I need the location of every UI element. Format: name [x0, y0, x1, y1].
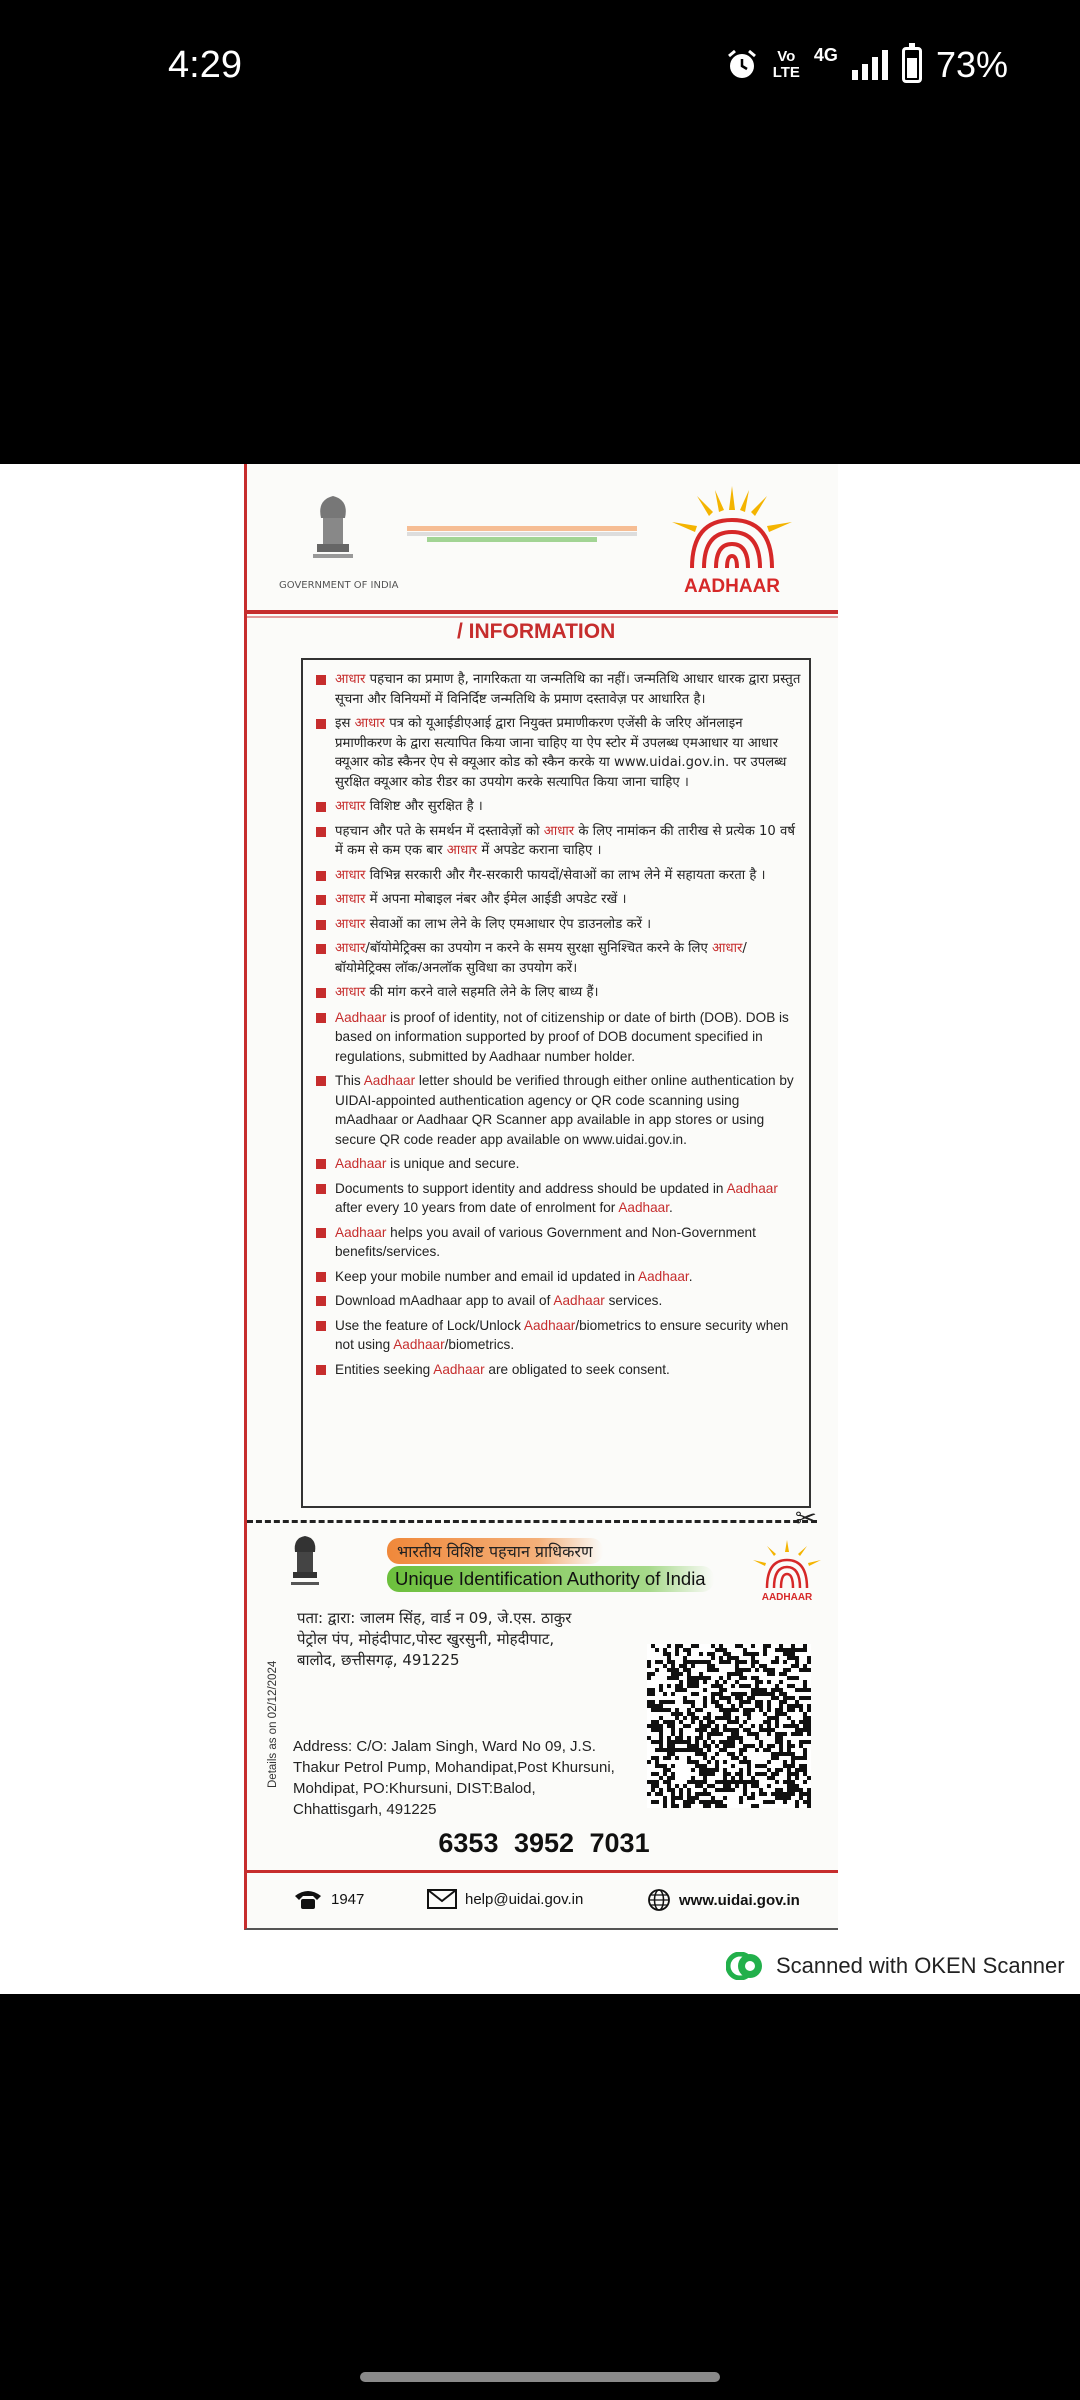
info-text: में अपडेट कराना चाहिए ।	[477, 843, 602, 858]
info-text: पहचान और पते के समर्थन में दस्तावेज़ों को	[335, 823, 544, 839]
info-text: services.	[604, 1293, 663, 1308]
info-text: Keep your mobile number and email id updated in	[335, 1268, 639, 1284]
aadhaar-number: 6353 3952 7031	[438, 1828, 650, 1858]
aadhaar-keyword: आधार	[543, 823, 575, 839]
email-address: help@uidai.gov.in	[465, 1890, 584, 1908]
info-item	[313, 1223, 801, 1262]
info-item	[313, 1179, 801, 1218]
aadhaar-keyword: आधार	[335, 941, 366, 956]
info-text: में अपना मोबाइल नंबर और ईमेल आईडी अपडेट रखें ।	[365, 892, 627, 907]
address-hindi: पता: द्वारा: जालम सिंह, वार्ड न 09, जे.एस. ठाकुर पेट्रोल पंप, मोहंदीपाट,पोस्ट खुरसुनी, मोहदीपाट, बालोद, छत्तीसगढ़, 491225	[297, 1609, 572, 1669]
info-text: सेवाओं का लाभ लेने के लिए एमआधार ऐप डाउनलोड करें ।	[365, 916, 652, 932]
aadhaar-keyword: Aadhaar	[618, 1200, 669, 1215]
footer-website	[647, 1888, 800, 1912]
aadhaar-keyword: Aadhaar	[553, 1293, 605, 1308]
scissors-icon: ✂	[795, 1504, 817, 1534]
info-text: Entities seeking	[335, 1361, 434, 1377]
aadhaar-keyword: Aadhaar	[638, 1268, 689, 1284]
globe-icon	[647, 1888, 671, 1912]
status-bar	[0, 0, 1080, 140]
national-emblem-icon	[307, 488, 359, 568]
info-text: letter should be verified through either online authentication by UIDAI-appointed authentication agency or QR code scanning using mAadhaar or Aadhaar QR Scanner app available in app stores or using secure QR code reader app available on www.uidai.gov.in.	[335, 1073, 794, 1147]
info-text: Use the feature of Lock/Unlock	[335, 1317, 524, 1333]
info-item	[313, 866, 801, 886]
cut-line	[247, 1520, 817, 1523]
status-icons	[725, 44, 1008, 86]
info-text: is unique and secure.	[386, 1156, 520, 1171]
mail-icon	[427, 1888, 457, 1910]
info-item	[313, 1154, 801, 1174]
qr-code	[647, 1644, 811, 1808]
aadhaar-keyword: आधार	[711, 941, 743, 956]
header-divider-shadow	[247, 616, 838, 618]
national-emblem-small-icon	[285, 1530, 325, 1590]
address-english: Address: C/O: Jalam Singh, Ward No 09, J.S. Thakur Petrol Pump, Mohandipat,Post Khursuni, Mohdipat, PO:Khursuni, DIST:Balod, Chhattisgarh, 491225	[293, 1738, 615, 1818]
info-item	[313, 1360, 801, 1380]
info-text: helps you avail of various Government and Non-Government benefits/services.	[335, 1224, 756, 1259]
header-divider	[247, 610, 838, 614]
details-date: Details as on 02/12/2024	[267, 1660, 279, 1788]
info-item	[313, 939, 801, 978]
info-text: /biometrics.	[444, 1337, 515, 1352]
info-item	[313, 1291, 801, 1311]
aadhaar-letter	[244, 464, 838, 1930]
info-text: is proof of identity, not of citizenship or date of birth (DOB). DOB is based on information supported by proof of DOB document specified in regulations, submitted by Aadhaar number holder.	[335, 1009, 789, 1064]
status-time: 4:29	[168, 44, 242, 86]
info-text: इस	[335, 716, 355, 731]
info-text: This	[335, 1073, 364, 1088]
aadhaar-keyword: Aadhaar	[726, 1180, 778, 1196]
info-item	[313, 915, 801, 935]
info-text: /biometrics to ensure security when not using	[335, 1317, 789, 1352]
oken-scanner-logo-icon	[726, 1952, 764, 1980]
info-item	[313, 797, 801, 817]
info-text: Documents to support identity and address should be updated in	[335, 1180, 727, 1196]
info-text: /बॉयोमेट्रिक्स लॉक/अनलॉक सुविधा का उपयोग करें।	[335, 941, 747, 976]
aadhaar-keyword: Aadhaar	[433, 1361, 485, 1377]
info-text: की मांग करने वाले सहमति लेने के लिए बाध्य हैं।	[365, 985, 599, 1000]
info-item	[313, 983, 801, 1003]
aadhaar-keyword: Aadhaar	[335, 1156, 387, 1171]
signal-icon	[852, 50, 888, 80]
footer-divider	[247, 1870, 838, 1873]
government-of-india-label: GOVERNMENT OF INDIA	[279, 580, 399, 591]
scanner-watermark-text: Scanned with OKEN Scanner	[776, 1953, 1065, 1978]
aadhaar-logo-small-icon	[747, 1536, 827, 1604]
aadhaar-keyword: Aadhaar	[335, 1009, 387, 1025]
footer-phone	[293, 1888, 364, 1910]
aadhaar-small-brand-text: AADHAAR	[761, 1592, 813, 1603]
aadhaar-keyword: Aadhaar	[335, 1224, 387, 1240]
info-text: विशिष्ट और सुरक्षित है ।	[365, 799, 483, 814]
phone-number: 1947	[331, 1890, 365, 1908]
info-text: are obligated to seek consent.	[484, 1361, 670, 1377]
network-type-label: 4G	[813, 44, 838, 65]
information-box	[301, 658, 811, 1508]
scanner-watermark	[726, 1952, 1065, 1980]
aadhaar-keyword: आधार	[335, 916, 366, 932]
uidai-english-name: Unique Identification Authority of India	[387, 1566, 714, 1592]
info-item	[313, 890, 801, 910]
aadhaar-keyword: Aadhaar	[393, 1337, 445, 1352]
aadhaar-brand-text: AADHAAR	[683, 576, 781, 597]
info-item	[313, 1316, 801, 1355]
aadhaar-logo-icon	[657, 480, 807, 600]
info-item	[313, 1267, 801, 1287]
info-item	[313, 1071, 801, 1149]
info-text: के लिए नामांकन की तारीख से प्रत्येक 10 वर्ष में कम से कम एक बार	[335, 823, 795, 858]
info-text: Download mAadhaar app to avail of	[335, 1293, 554, 1308]
info-text: .	[688, 1268, 693, 1284]
info-text: /बॉयोमेट्रिक्स का उपयोग न करने के समय सुरक्षा सुनिश्चित करने के लिए	[365, 941, 712, 956]
info-text: after every 10 years from date of enrolment for	[335, 1200, 619, 1215]
battery-percent: 73%	[935, 44, 1008, 85]
uidai-hindi-name: भारतीय विशिष्ट पहचान प्राधिकरण	[387, 1538, 603, 1564]
aadhaar-keyword: आधार	[335, 799, 366, 814]
info-item	[313, 714, 801, 792]
aadhaar-keyword: आधार	[335, 985, 366, 1000]
website-url: www.uidai.gov.in	[679, 1891, 800, 1909]
aadhaar-keyword: Aadhaar	[363, 1073, 416, 1088]
aadhaar-keyword: आधार	[446, 843, 478, 858]
phone-icon	[293, 1888, 323, 1910]
alarm-icon	[725, 48, 759, 82]
aadhaar-keyword: आधार	[335, 892, 366, 907]
info-item	[313, 670, 801, 709]
info-title: / INFORMATION	[457, 620, 616, 643]
volte-icon: Vo LTE	[772, 48, 800, 81]
info-item	[313, 822, 801, 861]
info-text: विभिन्न सरकारी और गैर-सरकारी फायदों/सेवाओं का लाभ लेने में सहायता करता है ।	[365, 867, 766, 883]
gesture-navigation-handle[interactable]	[360, 2372, 720, 2382]
aadhaar-keyword: आधार	[354, 716, 385, 731]
aadhaar-keyword: आधार	[335, 672, 370, 687]
info-text: पहचान का प्रमाण है, नागरिकता या जन्मतिथि का नहीं। जन्मतिथि आधार धारक द्वारा प्रस्तुत सूचना और विनियमों में विनिर्दिष्ट जन्मतिथि के प्रमाण दस्तावेज़ पर आधारित है।	[335, 672, 801, 707]
aadhaar-keyword: आधार	[335, 867, 366, 883]
info-item	[313, 1008, 801, 1067]
information-list	[313, 670, 801, 1379]
tricolor-strip-icon	[407, 524, 637, 544]
info-text: .	[669, 1200, 673, 1215]
battery-icon	[902, 47, 922, 83]
scanned-image-view[interactable]	[0, 464, 1080, 1994]
info-text: पत्र को यूआईडीएआई द्वारा नियुक्त प्रमाणीकरण एजेंसी के जरिए ऑनलाइन प्रमाणीकरण के द्वारा सत्यापित किया जाना चाहिए या ऐप स्टोर में उपलब्ध एमआधार या आधार क्यूआर कोड स्कैनर ऐप से क्यूआर कोड को स्कैन करके या www.uidai.gov.in. पर उपलब्ध सुरक्षित क्यूआर कोड रीडर का उपयोग करके सत्यापित किया जाना चाहिए ।	[335, 716, 787, 790]
aadhaar-keyword: Aadhaar	[523, 1317, 576, 1333]
letter-footer	[247, 1882, 838, 1922]
footer-email	[427, 1888, 583, 1910]
